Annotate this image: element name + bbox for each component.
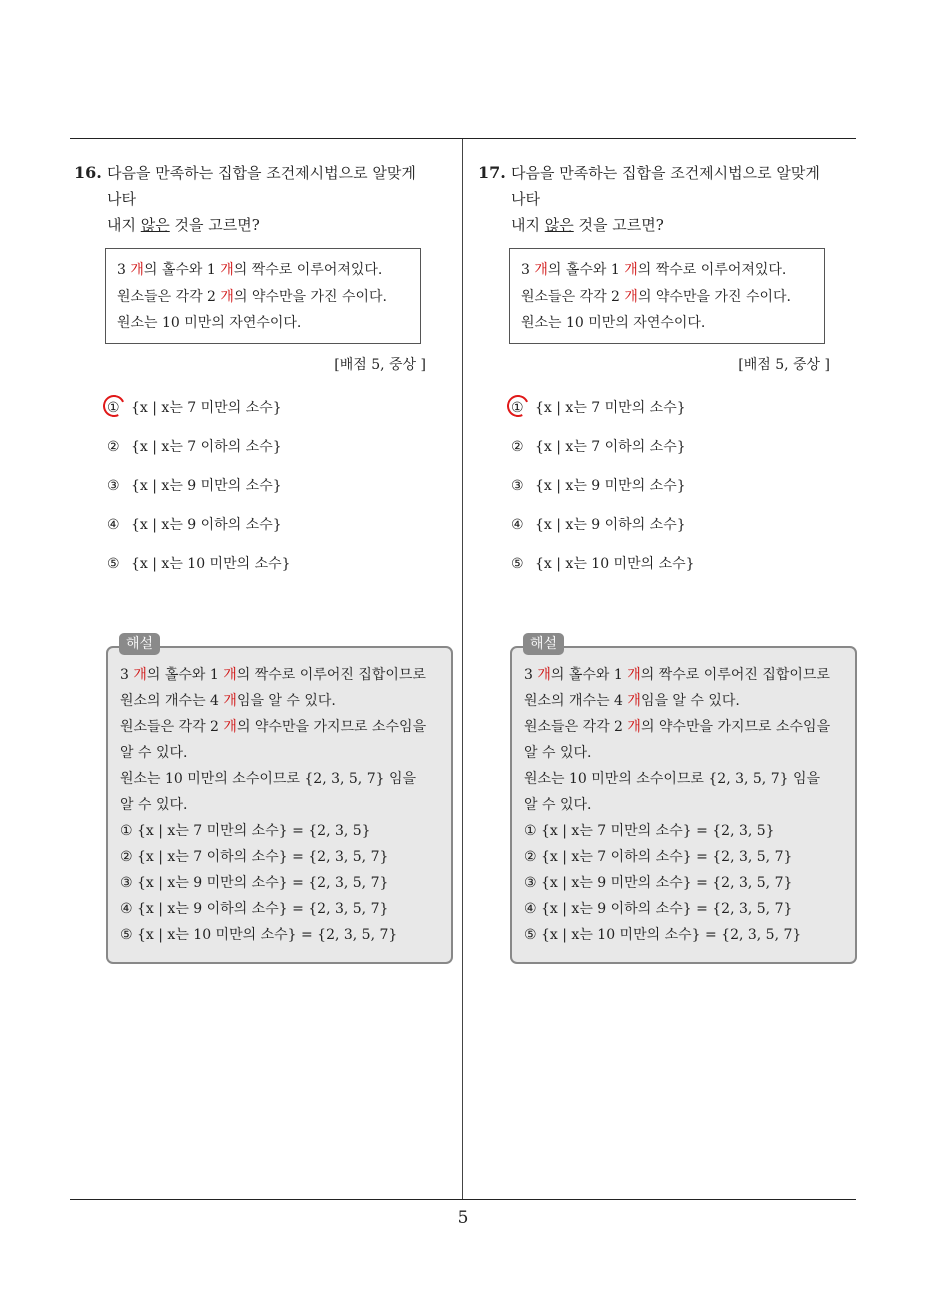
- solution-line: ① {x | x는 7 미만의 소수} = {2, 3, 5}: [120, 822, 371, 839]
- underlined-word: 않은: [544, 216, 574, 234]
- solution-line: 원소들은 각각 2 개의 약수만을 가지므로 소수임을: [524, 718, 831, 735]
- choice-1[interactable]: ① {x | x는 7 미만의 소수}: [107, 395, 434, 434]
- choice-3[interactable]: ③ {x | x는 9 미만의 소수}: [107, 477, 282, 494]
- condition-line: 원소들은 각각 2 개의 약수만을 가진 수이다.: [521, 288, 791, 305]
- solution-label: 해설: [119, 633, 160, 655]
- solution-line: 3 개의 홀수와 1 개의 짝수로 이루어진 집합이므로: [524, 666, 830, 683]
- footer-rule: [70, 1199, 856, 1200]
- condition-box: [105, 248, 421, 344]
- choice-2[interactable]: ② {x | x는 7 이하의 소수}: [511, 438, 686, 455]
- choice-2[interactable]: ② {x | x는 7 이하의 소수}: [107, 438, 282, 455]
- condition-line: 3 개의 홀수와 1 개의 짝수로 이루어져있다.: [521, 262, 787, 278]
- choice-4[interactable]: ④ {x | x는 9 이하의 소수}: [107, 516, 282, 533]
- solution-label: 해설: [523, 633, 564, 655]
- solution-line: 원소는 10 미만의 소수이므로 {2, 3, 5, 7} 임을: [120, 770, 417, 787]
- condition-line: 원소는 10 미만의 자연수이다.: [117, 315, 302, 331]
- solution-box: [510, 646, 857, 964]
- score-label: [배점 5, 중상 ]: [738, 356, 830, 373]
- underlined-word: 않은: [140, 216, 170, 234]
- question-number: 17.: [478, 163, 506, 182]
- condition-box: [509, 248, 825, 344]
- condition-line: 3 개의 홀수와 1 개의 짝수로 이루어져있다.: [117, 262, 383, 278]
- choice-4[interactable]: ④ {x | x는 9 이하의 소수}: [511, 516, 686, 533]
- solution-line: ⑤ {x | x는 10 미만의 소수} = {2, 3, 5, 7}: [120, 926, 398, 943]
- solution-line: ③ {x | x는 9 미만의 소수} = {2, 3, 5, 7}: [524, 874, 793, 891]
- choice-5[interactable]: ⑤ {x | x는 10 미만의 소수}: [511, 555, 695, 572]
- question-17: [478, 160, 838, 964]
- solution-line: ① {x | x는 7 미만의 소수} = {2, 3, 5}: [524, 822, 775, 839]
- question-prompt: 16. 다음을 만족하는 집합을 조건제시법으로 알맞게 나타 내지 않은 것을 고르면?: [74, 160, 434, 238]
- solution-line: 원소의 개수는 4 개임을 알 수 있다.: [524, 692, 740, 709]
- choice-1[interactable]: ① {x | x는 7 미만의 소수}: [511, 395, 838, 434]
- header-rule: [70, 138, 856, 139]
- choice-5[interactable]: ⑤ {x | x는 10 미만의 소수}: [107, 555, 291, 572]
- solution-line: ⑤ {x | x는 10 미만의 소수} = {2, 3, 5, 7}: [524, 926, 802, 943]
- solution-line: ④ {x | x는 9 이하의 소수} = {2, 3, 5, 7}: [524, 900, 793, 917]
- solution-line: ② {x | x는 7 이하의 소수} = {2, 3, 5, 7}: [120, 848, 389, 865]
- question-16: [74, 160, 434, 964]
- condition-line: 원소는 10 미만의 자연수이다.: [521, 315, 706, 331]
- solution-box: [106, 646, 453, 964]
- question-prompt: 17. 다음을 만족하는 집합을 조건제시법으로 알맞게 나타 내지 않은 것을 고르면?: [478, 160, 838, 238]
- solution-line: 알 수 있다.: [120, 744, 188, 761]
- score-label: [배점 5, 중상 ]: [334, 356, 426, 373]
- solution-line: 알 수 있다.: [524, 796, 592, 813]
- solution-panel: [510, 635, 857, 964]
- page-number: 5: [457, 1208, 469, 1228]
- solution-line: 알 수 있다.: [524, 744, 592, 761]
- solution-line: 알 수 있다.: [120, 796, 188, 813]
- column-divider: [462, 139, 463, 1199]
- choice-3[interactable]: ③ {x | x는 9 미만의 소수}: [511, 477, 686, 494]
- solution-line: ③ {x | x는 9 미만의 소수} = {2, 3, 5, 7}: [120, 874, 389, 891]
- solution-line: 원소의 개수는 4 개임을 알 수 있다.: [120, 692, 336, 709]
- choice-list: [511, 395, 838, 590]
- choice-list: [107, 395, 434, 590]
- solution-line: 원소는 10 미만의 소수이므로 {2, 3, 5, 7} 임을: [524, 770, 821, 787]
- condition-line: 원소들은 각각 2 개의 약수만을 가진 수이다.: [117, 288, 387, 305]
- solution-line: ② {x | x는 7 이하의 소수} = {2, 3, 5, 7}: [524, 848, 793, 865]
- solution-panel: [106, 635, 453, 964]
- solution-line: ④ {x | x는 9 이하의 소수} = {2, 3, 5, 7}: [120, 900, 389, 917]
- question-number: 16.: [74, 163, 102, 182]
- solution-line: 3 개의 홀수와 1 개의 짝수로 이루어진 집합이므로: [120, 666, 426, 683]
- solution-line: 원소들은 각각 2 개의 약수만을 가지므로 소수임을: [120, 718, 427, 735]
